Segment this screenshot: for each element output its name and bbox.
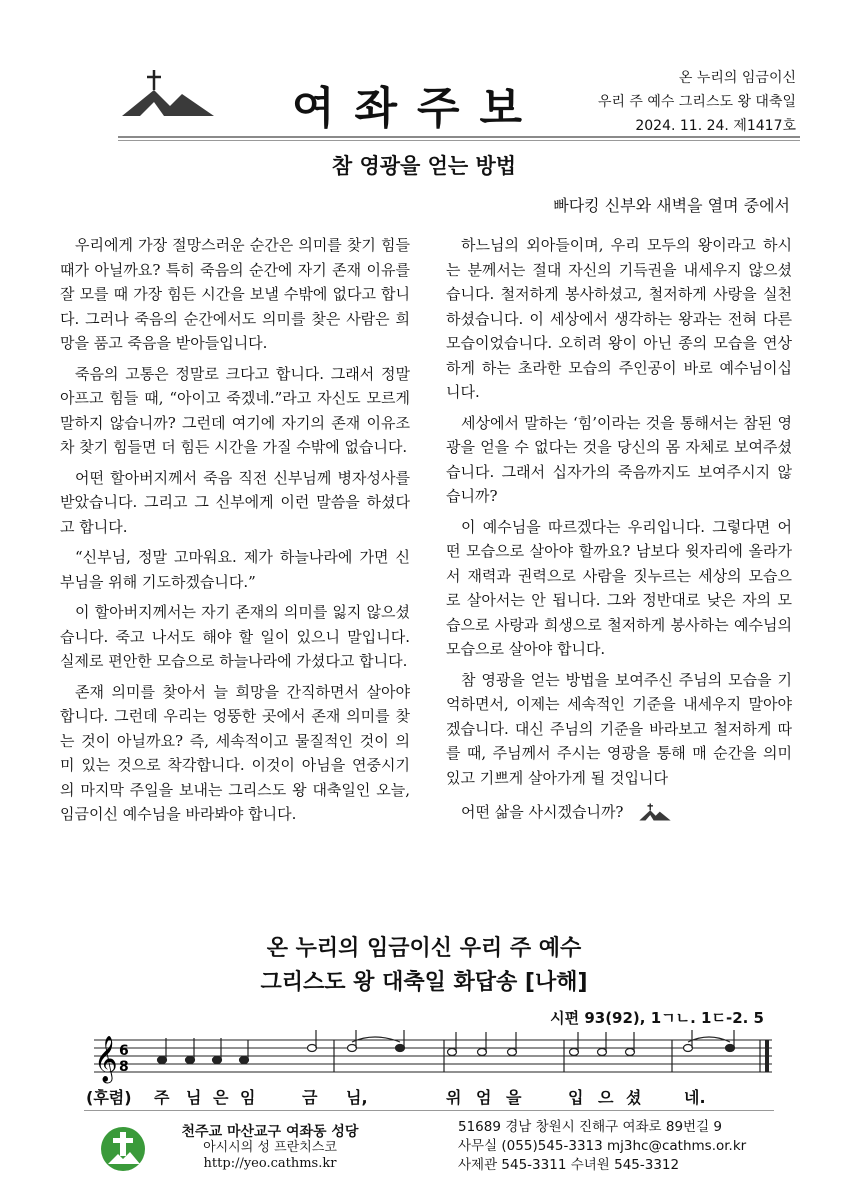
- note: [726, 1045, 735, 1052]
- header-divider: [118, 136, 800, 138]
- note: [213, 1057, 222, 1064]
- note: [570, 1049, 579, 1056]
- paragraph: 우리에게 가장 절망스러운 순간은 의미를 찾기 힘들 때가 아닐까요? 특히 죽음의 순간에 자기 존재 이유를 잘 모를 때 가장 힘든 시간을 보낼 수밖에 없다고 합니다. 그러나 죽음의 순간에서도 의미를 찾은 사람은 희망을 품고 죽음을 받아들입니다.: [60, 236, 410, 352]
- note: [684, 1045, 693, 1052]
- paragraph: “신부님, 정말 고마워요. 제가 하늘나라에 가면 신부님을 위해 기도하겠습니다.”: [60, 548, 410, 591]
- note: [308, 1045, 317, 1052]
- lyric: 위: [446, 1088, 462, 1107]
- issue-info: [598, 66, 796, 138]
- article-source: 빠다킹 신부와 새벽을 열며 중에서: [553, 196, 790, 215]
- paragraph: 세상에서 말하는 ‘힘’이라는 것을 통해서는 참된 영광을 얻을 수 없다는 것을 당신의 몸 자체로 보여주셨습니다. 그래서 십자가의 죽음까지도 보여주시지 않습니까?: [446, 413, 792, 505]
- note: [598, 1049, 607, 1056]
- lyric: 은: [213, 1088, 229, 1107]
- time-signature-top: 6: [119, 1043, 129, 1059]
- lyric-refrain: (후렴): [86, 1088, 132, 1107]
- church-name: 천주교 마산교구 여좌동 성당: [181, 1124, 359, 1140]
- notes: [158, 1030, 768, 1072]
- footer-divider: [84, 1110, 774, 1111]
- paragraph: 이 할아버지께서는 자기 존재의 의미를 잃지 않으셨습니다. 죽고 나서도 해야 할 일이 있으니 말입니다. 실제로 편안한 모습으로 하늘나라에 가셨다고 합니다.: [60, 603, 410, 670]
- article-title: 참 영광을 얻는 방법: [331, 154, 517, 178]
- masthead-title: 여좌주보: [292, 83, 543, 134]
- note: [348, 1045, 357, 1052]
- small-church-logo-icon: [638, 801, 672, 825]
- paragraph: 하느님의 외아들이며, 우리 모두의 왕이라고 하시는 분께서는 절대 자신의 기득권을 내세우지 않으셨습니다. 철저하게 봉사하셨고, 철저하게 사랑을 실천하셨습니다. 이 세상에서 생각하는 왕과는 전혀 다른 모습이었습니다. 오히려 왕이 아닌 종의 모습을 연상하게 하는 초라한 모습의 주인공이 바로 예수님이십니다.: [446, 236, 792, 401]
- psalm-title-line-1: 온 누리의 임금이신 우리 주 예수: [266, 936, 582, 961]
- lyric: 네.: [684, 1088, 706, 1107]
- treble-clef-icon: 𝄞: [94, 1036, 118, 1082]
- lyric: 으: [598, 1088, 614, 1107]
- psalm-reference: 시편 93(92), 1ㄱㄴ. 1ㄷ-2. 5: [550, 1009, 764, 1027]
- note: [186, 1057, 195, 1064]
- rectory-contact: 사제관 545-3311 수녀원 545-3312: [458, 1157, 680, 1173]
- note: [158, 1057, 167, 1064]
- paragraph: 어떤 할아버지께서 죽음 직전 신부님께 병자성사를 받았습니다. 그리고 그 신부에게 이런 말씀을 하셨다고 합니다.: [60, 468, 410, 536]
- issue-date-number: 2024. 11. 24. 제1417호: [635, 118, 796, 134]
- postal-address: 51689 경남 창원시 진해구 여좌로 89번길 9: [458, 1119, 722, 1135]
- time-signature-bottom: 8: [119, 1059, 129, 1075]
- lyric: 임: [240, 1088, 256, 1107]
- lyric: 엄: [476, 1088, 492, 1107]
- lyric: 금: [302, 1088, 318, 1107]
- paragraph: 존재 의미를 찾아서 늘 희망을 간직하면서 살아야 합니다. 그런데 우리는 엉뚱한 곳에서 존재 의미를 찾는 것이 아닐까요? 즉, 세속적이고 물질적인 것이 의미 있는 것으로 착각합니다. 이것이 아님을 연중시기의 마지막 주일을 보내는 그리스도 왕 대축일인 오늘, 임금이신 예수님을 바라봐야 합니다.: [60, 682, 410, 823]
- patron-saint: 아시시의 성 프란치스코: [203, 1140, 337, 1155]
- lyric: 님: [186, 1088, 202, 1107]
- contact-info: [458, 1118, 746, 1175]
- note: [508, 1049, 517, 1056]
- article-column-right: [446, 233, 792, 831]
- note: [240, 1057, 249, 1064]
- paragraph: 참 영광을 얻는 방법을 보여주신 주님의 모습을 기억하면서, 이제는 세속적인 기준을 내세우지 말아야겠습니다. 대신 주님의 기준을 바라보고 철저하게 따를 때, 주님께서 주시는 영광을 통해 매 순간을 의미 있고 기쁘게 살아가게 될 것입니다: [446, 670, 792, 787]
- closing-question: [446, 800, 792, 825]
- parish-logo-icon: [100, 1126, 146, 1172]
- header-divider-thin: [118, 140, 800, 141]
- office-contact: 사무실 (055)545-3313 mj3hc@cathms.or.kr: [458, 1138, 747, 1154]
- lyric: 입: [568, 1088, 584, 1107]
- church-mountain-logo-icon: [118, 68, 218, 128]
- website-link[interactable]: http://yeo.cathms.kr: [203, 1156, 337, 1171]
- feast-line-1: 온 누리의 임금이신: [678, 70, 796, 86]
- paragraph: 죽음의 고통은 정말로 크다고 합니다. 그래서 정말 아프고 힘들 때, “아이고 죽겠네.”라고 자신도 모르게 말하지 않습니까? 그런데 여기에 자기의 존재 이유조차 찾기 힘들면 더 힘든 시간을 가질 수밖에 없습니다.: [60, 364, 410, 456]
- paragraph: 이 예수님을 따르겠다는 우리입니다. 그렇다면 어떤 모습으로 살아야 할까요? 남보다 윗자리에 올라가서 재력과 권력으로 사람을 짓누르는 세상의 모습으로 살아서는 안 됩니다. 그와 정반대로 낮은 자의 모습으로 사랑과 희생으로 철저하게 봉사하는 예수님의 모습으로 살아야 합니다.: [446, 517, 792, 658]
- lyric: 주: [154, 1088, 170, 1107]
- feast-line-2: 우리 주 예수 그리스도 왕 대축일: [597, 94, 796, 110]
- note: [448, 1049, 457, 1056]
- lyric: 을: [506, 1088, 522, 1107]
- staff-lines: [94, 1040, 772, 1072]
- note: [626, 1049, 635, 1056]
- closing-text: 어떤 삶을 사시겠습니까?: [461, 803, 624, 821]
- note: [478, 1049, 487, 1056]
- psalm-title: [0, 932, 848, 1000]
- article-column-left: [60, 233, 410, 833]
- church-info: [160, 1124, 380, 1172]
- lyric: 셨: [626, 1088, 642, 1107]
- psalm-title-line-2: 그리스도 왕 대축일 화답송 [나해]: [260, 970, 588, 995]
- note: [396, 1045, 405, 1052]
- lyric: 님,: [346, 1088, 368, 1107]
